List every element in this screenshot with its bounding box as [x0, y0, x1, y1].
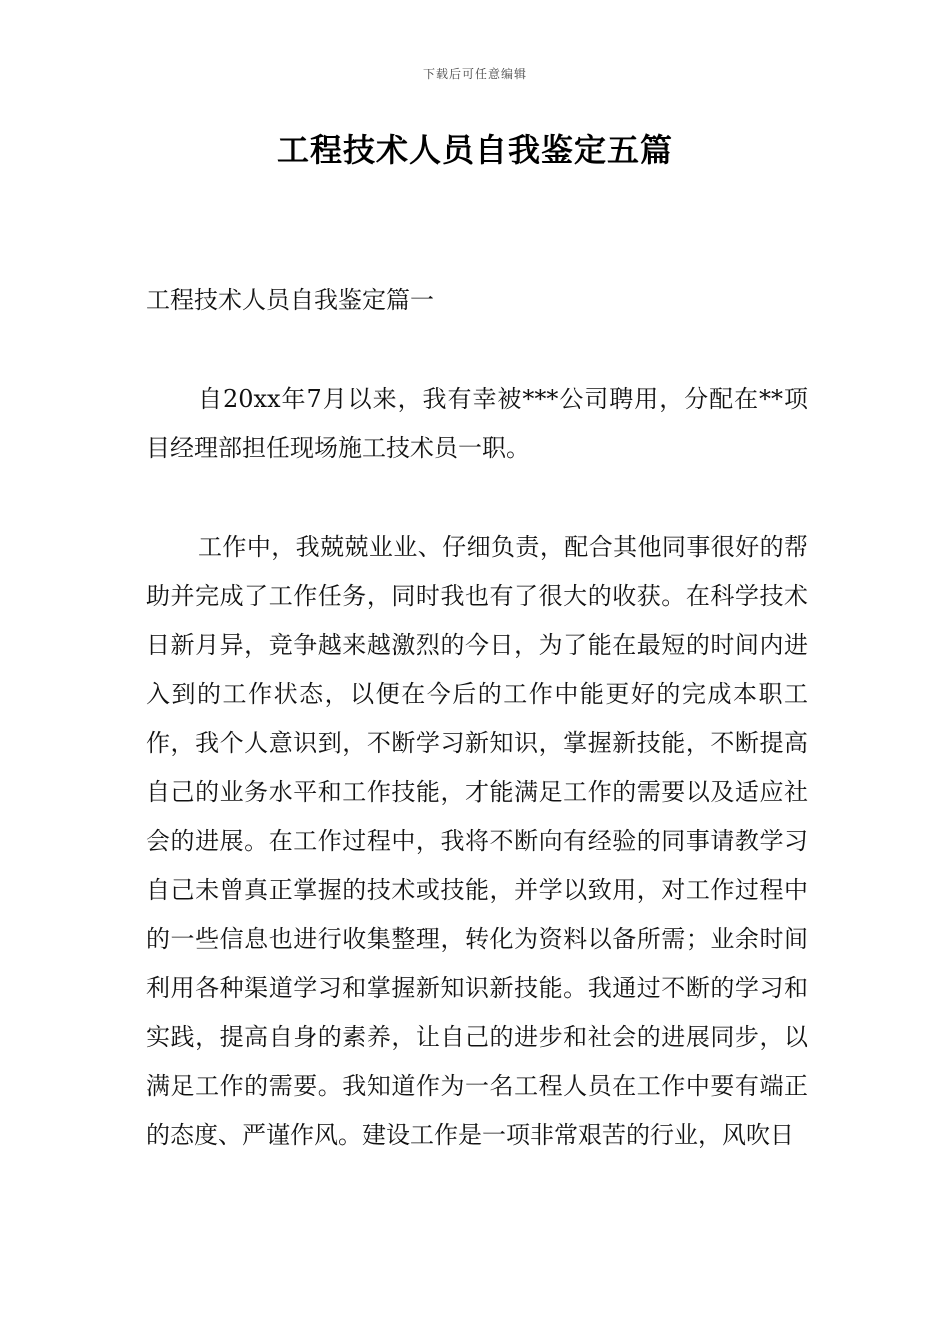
- body-paragraph-1: 自20xx年7月以来，我有幸被***公司聘用，分配在**项目经理部担任现场施工技术员一职。: [146, 385, 808, 462]
- section-heading: 工程技术人员自我鉴定篇一: [146, 286, 434, 314]
- document-title: 工程技术人员自我鉴定五篇: [276, 131, 673, 169]
- body-paragraph-2: 工作中，我兢兢业业、仔细负责，配合其他同事很好的帮助并完成了工作任务，同时我也有了很大的收获。在科学技术日新月异，竞争越来越激烈的今日，为了能在最短的时间内进入到的工作状态，以便在今后的工作中能更好的完成本职工作，我个人意识到，不断学习新知识，掌握新技能，不断提高自己的业务水平和工作技能，才能满足工作的需要以及适应社会的进展。在工作过程中，我将不断向有经验的同事请教学习自己未曾真正掌握的技术或技能，并学以致用，对工作过程中的一些信息也进行收集整理，转化为资料以备所需；业余时间利用各种渠道学习和掌握新知识新技能。我通过不断的学习和实践，提高自身的素养，让自己的进步和社会的进展同步，以满足工作的需要。我知道作为一名工程人员在工作中要有端正的态度、严谨作风。建设工作是一项非常艰苦的行业，风吹日: [146, 533, 808, 1149]
- page-header-watermark: 下载后可任意编辑: [422, 67, 527, 81]
